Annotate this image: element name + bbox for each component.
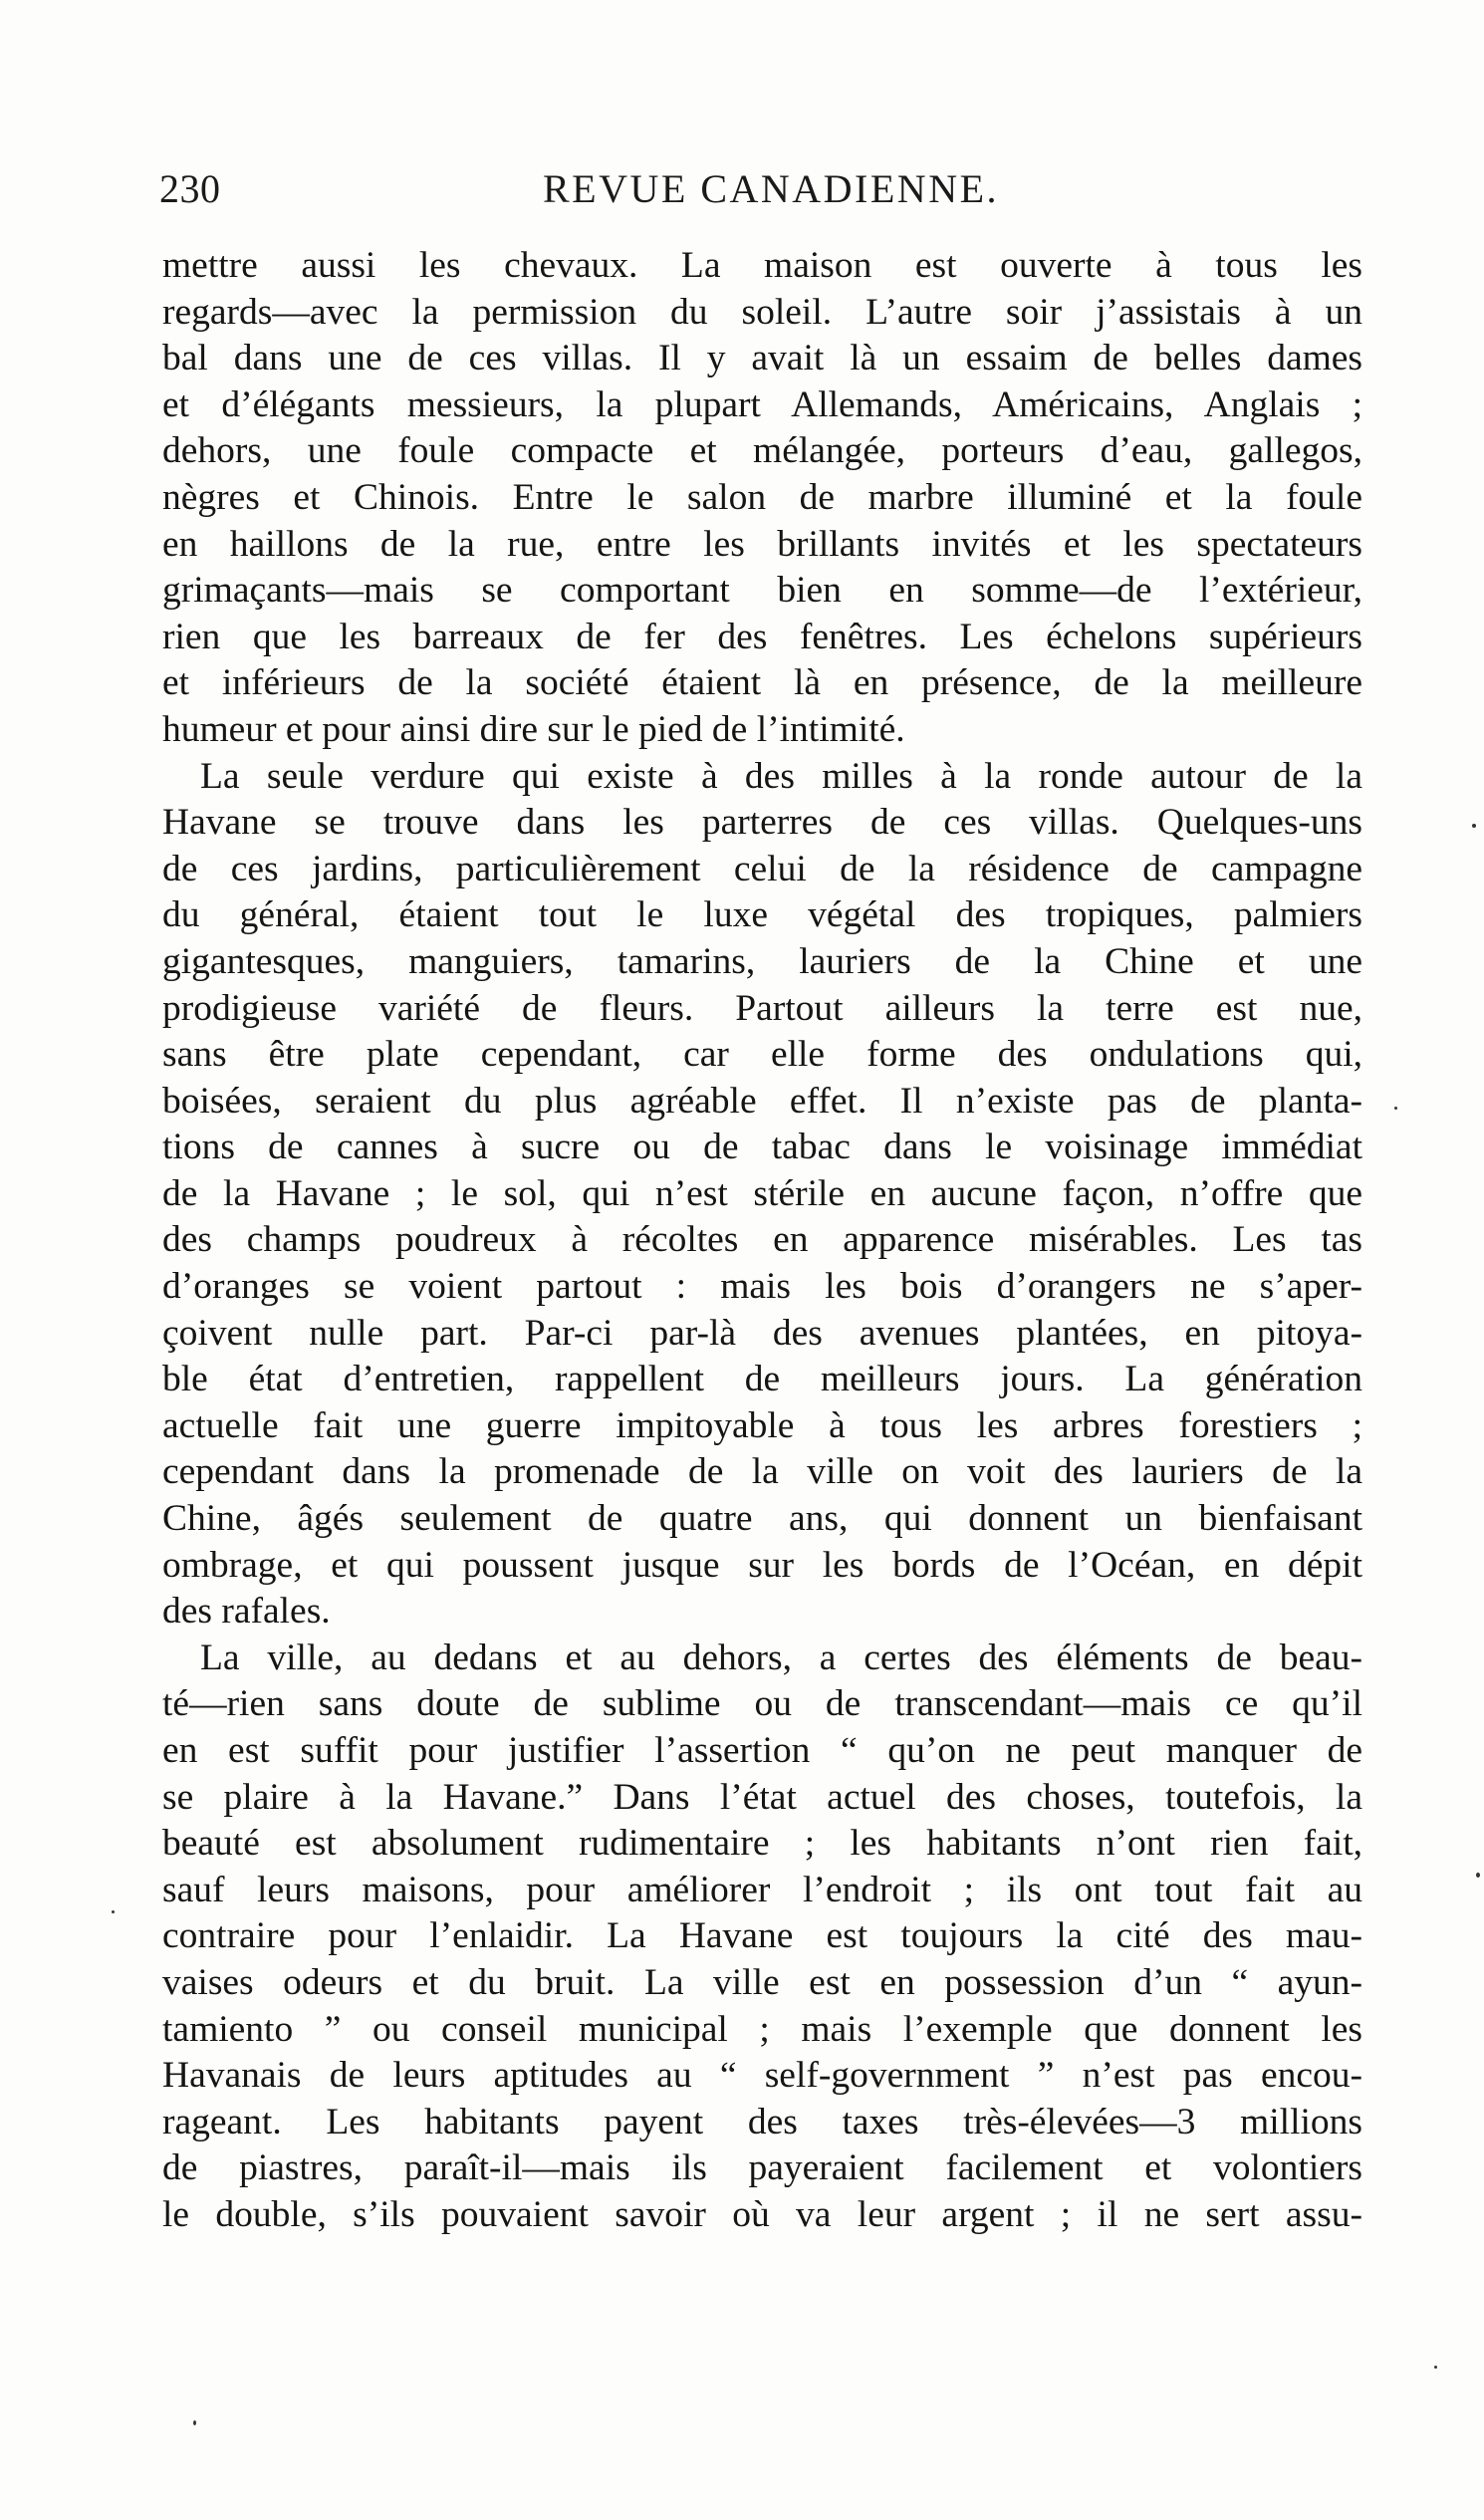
text-line: et inférieurs de la société étaient là en présence, de la meilleure: [162, 662, 1362, 704]
page-header: [159, 165, 1364, 221]
text-line: cependant dans la promenade de la ville on voit des lauriers de la: [162, 1451, 1362, 1493]
text-line: tions de cannes à sucre ou de tabac dans le voisinage immédiat: [162, 1127, 1362, 1168]
text-line: actuelle fait une guerre impitoyable à tous les arbres forestiers ;: [162, 1404, 1362, 1446]
running-title: REVUE CANADIENNE.: [543, 166, 1000, 211]
text-line: nègres et Chinois. Entre le salon de marbre illuminé et la foule: [162, 476, 1362, 518]
text-line: vaises odeurs et du bruit. La ville est en possession d’un “ ayun-: [162, 1961, 1362, 2003]
paragraph: [162, 754, 1362, 1636]
text-line: de la Havane ; le sol, qui n’est stérile en aucune façon, n’offre que: [162, 1172, 1362, 1214]
text-line: en haillons de la rue, entre les brillants invités et les spectateurs: [162, 523, 1362, 565]
paragraph: [162, 1636, 1362, 2239]
text-line: regards—avec la permission du soleil. L’autre soir j’assistais à un: [162, 291, 1362, 333]
text-line: boisées, seraient du plus agréable effet. Il n’existe pas de planta-: [162, 1080, 1362, 1122]
text-line: ble état d’entretien, rappellent de meilleurs jours. La génération: [162, 1359, 1362, 1400]
text-line: de piastres, paraît-il—mais ils payeraient facilement et volontiers: [162, 2147, 1362, 2189]
scan-speck: [193, 2420, 196, 2425]
text-line: se plaire à la Havane.” Dans l’état actuel des choses, toutefois, la: [162, 1776, 1362, 1818]
scan-speck: [1476, 1873, 1480, 1878]
scan-speck: [1472, 824, 1476, 828]
scan-speck: [1434, 2366, 1437, 2369]
scan-speck: [112, 1910, 115, 1913]
text-line: d’oranges se voient partout : mais les bois d’orangers ne s’aper-: [162, 1266, 1362, 1308]
text-line: La seule verdure qui existe à des milles à la ronde autour de la: [200, 755, 1362, 797]
text-line: le double, s’ils pouvaient savoir où va leur argent ; il ne sert assu-: [162, 2193, 1362, 2235]
text-line: sauf leurs maisons, pour améliorer l’endroit ; ils ont tout fait au: [162, 1869, 1362, 1910]
text-line: té—rien sans doute de sublime ou de transcendant—mais ce qu’il: [162, 1683, 1362, 1725]
text-line: en est suffit pour justifier l’assertion “ qu’on ne peut manquer de: [162, 1730, 1362, 1771]
text-line: rien que les barreaux de fer des fenêtres. Les échelons supérieurs: [162, 616, 1362, 657]
text-line: rageant. Les habitants payent des taxes très-élevées—3 millions: [162, 2101, 1362, 2142]
text-line: bal dans une de ces villas. Il y avait là un essaim de belles dames: [162, 338, 1362, 379]
scan-speck: [1394, 1107, 1397, 1110]
page-number: 230: [159, 166, 221, 211]
paragraph: [162, 243, 1362, 754]
body-text: [162, 243, 1362, 2239]
text-line: humeur et pour ainsi dire sur le pied de l’intimité.: [162, 708, 905, 750]
text-line: ombrage, et qui poussent jusque sur les bords de l’Océan, en dépit: [162, 1544, 1362, 1586]
text-line: beauté est absolument rudimentaire ; les habitants n’ont rien fait,: [162, 1823, 1362, 1865]
text-line: çoivent nulle part. Par-ci par-là des avenues plantées, en pitoya-: [162, 1312, 1362, 1354]
text-line: du général, étaient tout le luxe végétal des tropiques, palmiers: [162, 894, 1362, 936]
text-line: et d’élégants messieurs, la plupart Allemands, Américains, Anglais ;: [162, 383, 1362, 425]
text-line: sans être plate cependant, car elle forme des ondulations qui,: [162, 1034, 1362, 1076]
text-line: prodigieuse variété de fleurs. Partout ailleurs la terre est nue,: [162, 987, 1362, 1029]
text-line: des champs poudreux à récoltes en apparence misérables. Les tas: [162, 1219, 1362, 1261]
text-line: de ces jardins, particulièrement celui de la résidence de campagne: [162, 848, 1362, 889]
text-line: grimaçants—mais se comportant bien en somme—de l’extérieur,: [162, 570, 1362, 612]
text-line: contraire pour l’enlaidir. La Havane est toujours la cité des mau-: [162, 1915, 1362, 1957]
text-line: Havanais de leurs aptitudes au “ self-government ” n’est pas encou-: [162, 2055, 1362, 2097]
text-line: La ville, au dedans et au dehors, a certes des éléments de beau-: [200, 1637, 1362, 1678]
text-line: mettre aussi les chevaux. La maison est ouverte à tous les: [162, 245, 1362, 286]
text-line: Havane se trouve dans les parterres de ces villas. Quelques-uns: [162, 802, 1362, 844]
text-line: tamiento ” ou conseil municipal ; mais l’exemple que donnent les: [162, 2008, 1362, 2050]
text-line: dehors, une foule compacte et mélangée, porteurs d’eau, gallegos,: [162, 430, 1362, 472]
text-line: gigantesques, manguiers, tamarins, lauriers de la Chine et une: [162, 940, 1362, 982]
text-line: des rafales.: [162, 1591, 331, 1633]
text-line: Chine, âgés seulement de quatre ans, qui donnent un bienfaisant: [162, 1498, 1362, 1540]
